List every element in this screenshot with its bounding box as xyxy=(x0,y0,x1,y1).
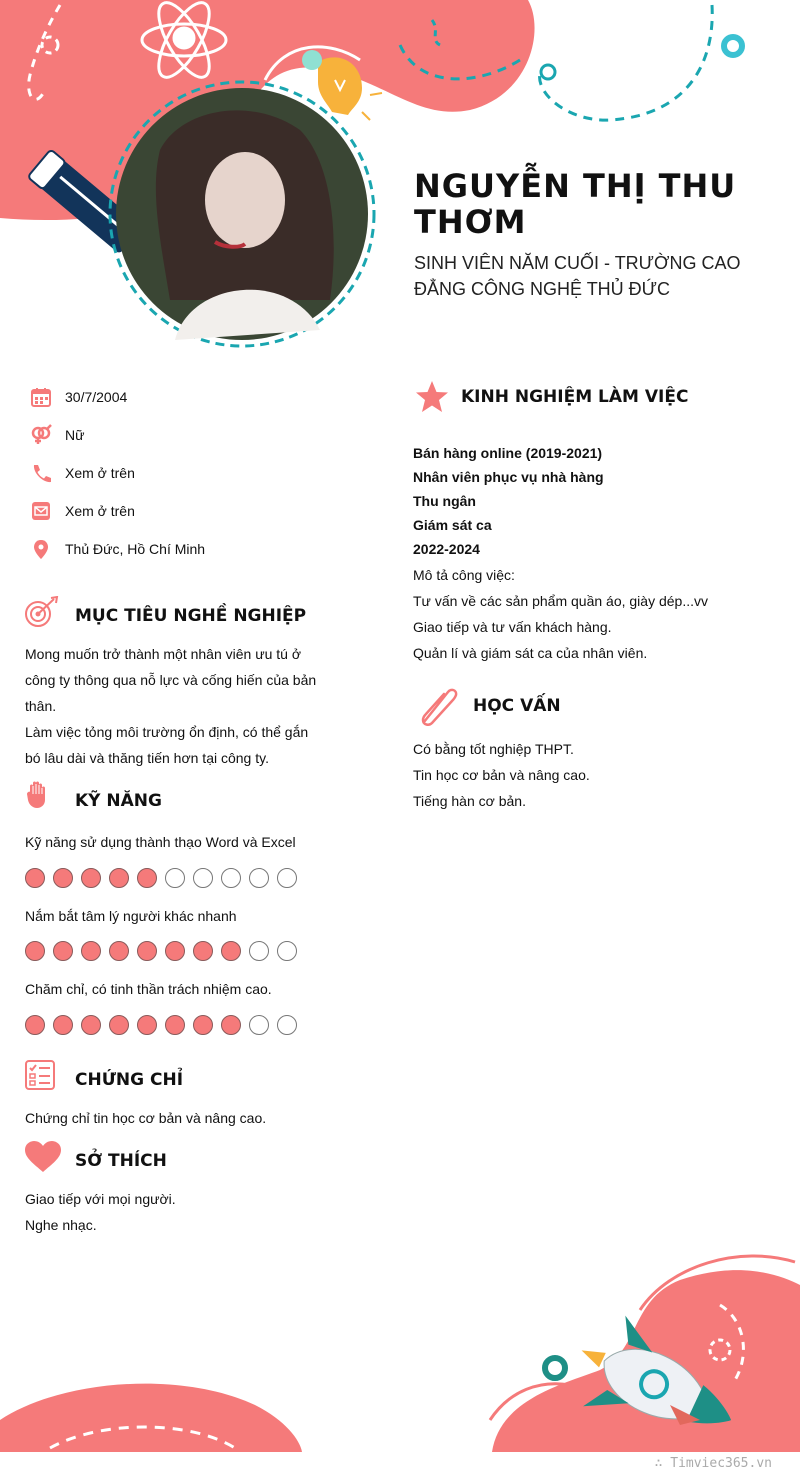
objective-line: Mong muốn trở thành một nhân viên ưu tú ở xyxy=(25,646,301,662)
paperclip-icon xyxy=(416,686,460,726)
experience-line: Giao tiếp và tư vấn khách hàng. xyxy=(413,619,612,635)
rating-dot-filled xyxy=(165,1015,185,1035)
experience-description xyxy=(413,562,783,666)
gender-text: Nữ xyxy=(65,427,85,443)
objective-title: MỤC TIÊU NGHỀ NGHIỆP xyxy=(75,606,307,626)
candidate-name: NGUYỄN THỊ THU THƠM xyxy=(414,167,737,241)
rating-dot-empty xyxy=(193,868,213,888)
education-line: Tiếng hàn cơ bản. xyxy=(413,793,526,809)
rating-dot-filled xyxy=(53,941,73,961)
skills-title: KỸ NĂNG xyxy=(75,791,162,811)
rating-dot-filled xyxy=(137,941,157,961)
rating-dot-empty xyxy=(249,868,269,888)
contact-address xyxy=(30,537,206,561)
rating-dot-filled xyxy=(109,868,129,888)
contact-phone xyxy=(30,461,135,485)
rating-dot-filled xyxy=(81,868,101,888)
education-title: HỌC VẤN xyxy=(473,696,561,716)
rating-dot-filled xyxy=(53,1015,73,1035)
teal-ring-top xyxy=(724,37,742,55)
experience-line: Tư vấn về các sản phẩm quần áo, giày dép...vv xyxy=(413,593,708,609)
certificates-title: CHỨNG CHỈ xyxy=(75,1070,184,1090)
email-text: Xem ở trên xyxy=(65,503,135,519)
rating-dot-filled xyxy=(193,1015,213,1035)
rating-dot-filled xyxy=(193,941,213,961)
target-icon xyxy=(24,596,60,628)
experience-title: KINH NGHIỆM LÀM VIỆC xyxy=(461,387,689,407)
objective-line: bó lâu dài và thăng tiến hơn tại công ty. xyxy=(25,750,269,766)
contact-email xyxy=(30,499,135,523)
experience-role: Thu ngân xyxy=(413,493,476,509)
heart-icon xyxy=(24,1140,62,1174)
hobbies-title: SỞ THÍCH xyxy=(75,1151,167,1171)
profile-photo xyxy=(116,88,368,340)
rating-dot-filled xyxy=(221,941,241,961)
objective-text xyxy=(25,641,325,771)
bottom-left-coral-blob xyxy=(0,1384,302,1452)
rating-dot-filled xyxy=(81,941,101,961)
certificates-text: Chứng chỉ tin học cơ bản và nâng cao. xyxy=(25,1110,267,1126)
objective-line: công ty thông qua nỗ lực và cống hiến của bản xyxy=(25,672,317,688)
rating-dot-filled xyxy=(165,941,185,961)
checklist-icon xyxy=(24,1059,56,1091)
phone-icon xyxy=(30,462,52,484)
skill-rating xyxy=(25,941,297,961)
skill-rating xyxy=(25,1015,297,1035)
rating-dot-filled xyxy=(25,941,45,961)
hobby-line: Giao tiếp với mọi người. xyxy=(25,1191,176,1207)
experience-line: Mô tả công việc: xyxy=(413,567,515,583)
experience-role: Bán hàng online (2019-2021) xyxy=(413,445,603,461)
watermark: ∴ Timviec365.vn xyxy=(654,1456,772,1471)
skill-label: Kỹ năng sử dụng thành thạo Word và Excel xyxy=(25,834,296,850)
rating-dot-empty xyxy=(277,941,297,961)
rating-dot-empty xyxy=(277,868,297,888)
skill-label: Nắm bắt tâm lý người khác nhanh xyxy=(25,908,237,924)
hand-icon xyxy=(25,780,49,810)
rating-dot-filled xyxy=(53,868,73,888)
rating-dot-filled xyxy=(25,1015,45,1035)
rating-dot-empty xyxy=(221,868,241,888)
location-pin-icon xyxy=(30,538,52,560)
candidate-subtitle: SINH VIÊN NĂM CUỐI - TRƯỜNG CAO ĐẲNG CÔNG NGHỆ THỦ ĐỨC xyxy=(414,253,741,299)
experience-line: Quản lí và giám sát ca của nhân viên. xyxy=(413,645,648,661)
rating-dot-filled xyxy=(25,868,45,888)
phone-text: Xem ở trên xyxy=(65,465,135,481)
skill-rating xyxy=(25,868,297,888)
rating-dot-filled xyxy=(81,1015,101,1035)
rating-dot-filled xyxy=(109,941,129,961)
experience-roles xyxy=(413,441,783,561)
rating-dot-filled xyxy=(137,868,157,888)
rating-dot-filled xyxy=(221,1015,241,1035)
dashed-curve-top-right xyxy=(540,5,713,120)
rating-dot-empty xyxy=(277,1015,297,1035)
experience-role: Nhân viên phục vụ nhà hàng xyxy=(413,469,604,485)
rating-dot-empty xyxy=(165,868,185,888)
calendar-icon xyxy=(30,386,52,408)
contact-gender xyxy=(30,423,85,447)
experience-role: Giám sát ca xyxy=(413,517,492,533)
teal-ring-bottom xyxy=(545,1358,565,1378)
rating-dot-filled xyxy=(137,1015,157,1035)
objective-line: thân. xyxy=(25,698,57,714)
gender-icon xyxy=(30,424,52,446)
education-line: Có bằng tốt nghiệp THPT. xyxy=(413,741,574,757)
objective-line: Làm việc tỏng môi trường ổn định, có thể gắn xyxy=(25,724,309,740)
contact-birthday xyxy=(30,385,128,409)
education-line: Tin học cơ bản và nâng cao. xyxy=(413,767,590,783)
birthday-text: 30/7/2004 xyxy=(65,389,128,405)
hobbies-text xyxy=(25,1186,345,1238)
rating-dot-empty xyxy=(249,1015,269,1035)
experience-period: 2022-2024 xyxy=(413,541,480,557)
rating-dot-filled xyxy=(109,1015,129,1035)
star-icon xyxy=(414,380,450,414)
education-text xyxy=(413,736,783,814)
address-text: Thủ Đức, Hồ Chí Minh xyxy=(65,541,206,557)
skill-label: Chăm chỉ, có tinh thần trách nhiệm cao. xyxy=(25,981,272,997)
email-icon xyxy=(30,500,52,522)
rating-dot-empty xyxy=(249,941,269,961)
hobby-line: Nghe nhạc. xyxy=(25,1217,97,1233)
